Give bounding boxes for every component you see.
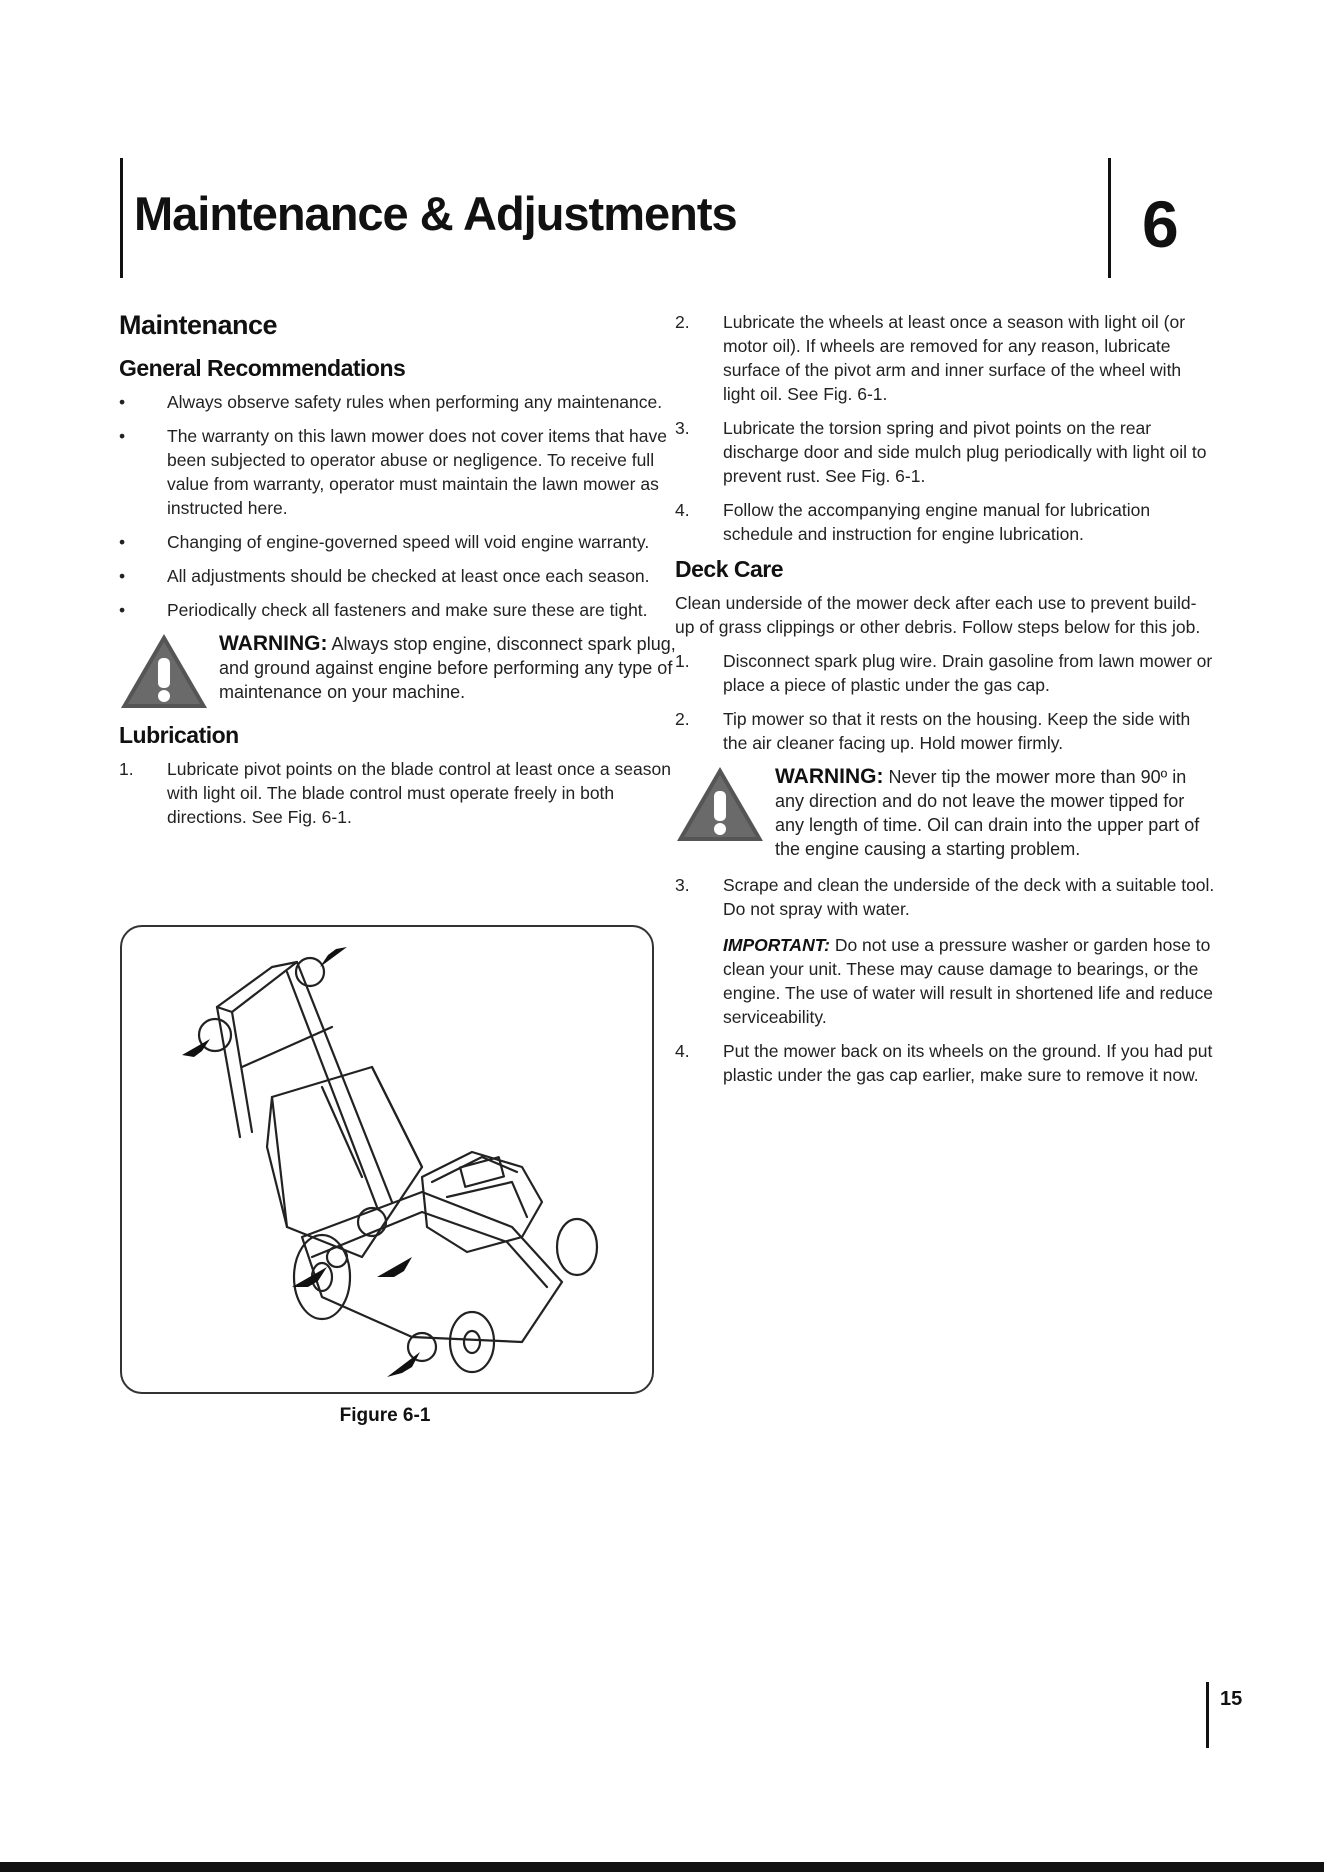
- important-text: Do not use a pressure washer or garden hose to clean your unit. These may cause damage to bearings, or the engine. The use of water will result in shortened life and reduce serviceability.: [723, 935, 1213, 1027]
- subsection-title-deck-care: Deck Care: [675, 556, 784, 582]
- list-item: • Changing of engine-governed speed will void engine warranty.: [119, 532, 650, 552]
- deck-care-intro: Clean underside of the mower deck after each use to prevent build-up of grass clippings or other debris. Follow steps below for this job.: [675, 593, 1201, 637]
- list-item: 4. Follow the accompanying engine manual for lubrication schedule and instruction for engine lubrication.: [675, 500, 1151, 544]
- chapter-number: 6: [1142, 187, 1179, 261]
- bottom-edge-band: [0, 1862, 1324, 1872]
- warning-label: WARNING:: [775, 765, 884, 788]
- list-item: 2. Lubricate the wheels at least once a season with light oil (or motor oil). If wheels are removed for any reason, lubricate surface of the pivot arm and inner surface of the wheel with light oil. See Fig. 6-1.: [675, 312, 1186, 404]
- warning-block-maintenance: [119, 632, 679, 710]
- bullet-dot: •: [119, 392, 126, 412]
- chapter-title: Maintenance & Adjustments: [134, 187, 737, 240]
- list-item: 3. Lubricate the torsion spring and pivot points on the rear discharge door and side mulch plug periodically with light oil to prevent rust. See Fig. 6-1.: [675, 418, 1207, 486]
- bullet-dot: •: [119, 566, 126, 586]
- figure-6-1: [120, 925, 654, 1394]
- general-recommendations-list: [119, 390, 679, 622]
- list-item: • All adjustments should be checked at least once each season.: [119, 566, 650, 586]
- section-title-maintenance: Maintenance: [119, 310, 278, 340]
- warning-triangle-icon: [675, 765, 765, 843]
- list-item: • Always observe safety rules when performing any maintenance.: [119, 392, 663, 412]
- header-left-rule: [120, 158, 123, 278]
- deck-care-steps: [675, 649, 1215, 755]
- lubrication-steps-left: [119, 757, 679, 829]
- list-item: 2. Tip mower so that it rests on the housing. Keep the side with the air cleaner facing up. Hold mower firmly.: [675, 709, 1191, 753]
- lawn-mower-illustration: [122, 927, 652, 1392]
- list-item: 4. Put the mower back on its wheels on the ground. If you had put plastic under the gas cap earlier, make sure to remove it now.: [675, 1041, 1213, 1085]
- warning-triangle-icon: [119, 632, 209, 710]
- bullet-dot: •: [119, 532, 126, 552]
- subsection-title-lubrication: Lubrication: [119, 722, 239, 748]
- important-note: [723, 933, 1215, 1029]
- bullet-dot: •: [119, 426, 126, 446]
- warning-label: WARNING:: [219, 632, 328, 655]
- warning-block-tipping: [675, 765, 1215, 861]
- list-item: 1. Disconnect spark plug wire. Drain gasoline from lawn mower or place a piece of plastic under the gas cap.: [675, 651, 1213, 695]
- header-right-rule: [1108, 158, 1111, 278]
- figure-caption: Figure 6-1: [339, 1405, 431, 1426]
- footer-page-rule: [1206, 1682, 1209, 1748]
- lubrication-steps-right: [675, 310, 1215, 546]
- list-item: • The warranty on this lawn mower does not cover items that have been subjected to operator abuse or negligence. To receive full value from warranty, operator must maintain the lawn mower as instructed here.: [119, 426, 667, 518]
- list-item: 1. Lubricate pivot points on the blade control at least once a season with light oil. The blade control must operate freely in both directions. See Fig. 6-1.: [119, 759, 671, 827]
- left-column: [119, 310, 679, 839]
- right-column: [675, 310, 1215, 1097]
- warning-text: Always stop engine, disconnect spark plug, and ground against engine before performing any type of maintenance on your machine.: [219, 634, 676, 702]
- important-label: IMPORTANT:: [723, 935, 830, 955]
- list-item: • Periodically check all fasteners and make sure these are tight.: [119, 600, 648, 620]
- list-item: 3. Scrape and clean the underside of the deck with a suitable tool. Do not spray with water. IMPORTANT: Do not use a pressure washer or garden hose to clean your unit. These may cause damage to bearings, or the engine. The use of water will result in shortened life and reduce serviceability.: [675, 875, 1215, 1027]
- page-number: 15: [1220, 1688, 1243, 1710]
- bullet-dot: •: [119, 600, 126, 620]
- warning-text: Never tip the mower more than 90º in any direction and do not leave the mower tipped for any length of time. Oil can drain into the upper part of the engine causing a starting problem.: [775, 767, 1200, 859]
- subsection-title-general: General Recommendations: [119, 355, 406, 381]
- deck-care-steps-continued: [675, 873, 1215, 1087]
